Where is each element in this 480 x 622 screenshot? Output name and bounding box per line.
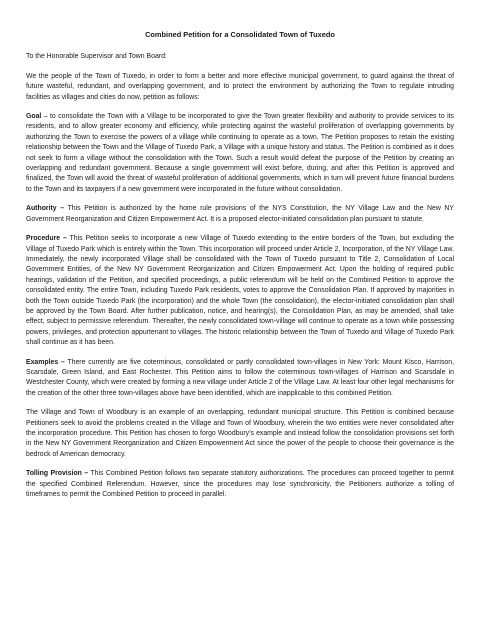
tolling-heading: Tolling Provision – bbox=[26, 470, 89, 478]
tolling-body: This Combined Petition follows two separate statutory authorizations. The procedures can proceed together to permit the specified Combined Referendum. However, since the procedures may lose synchronicity, the Petitioners authorize a tolling of timeframes to permit the Combined Petition to proceed in parallel. bbox=[26, 470, 454, 499]
procedure-section bbox=[26, 234, 454, 348]
document-title: Combined Petition for a Consolidated Town of Tuxedo bbox=[145, 30, 335, 39]
examples-body: There currently are five coterminous, consolidated or partly consolidated town-villages in New York: Mount Kisco, Harrison, Scarsdale, Green Island, and East Rochester. This Petition aims to follow the coterminous town-villages of Harrison and Scarsdale in Westchester County, which were created by forming a new village under Article 2 of the Village Law. At least four other legal mechanisms for the creation of the other three town-villages above have been identified, which are inapplicable to this combined Petition. bbox=[26, 358, 454, 397]
woodbury-paragraph bbox=[26, 408, 454, 460]
examples-section bbox=[26, 358, 454, 400]
goal-body: – to consolidate the Town with a Village to be incorporated to give the Town greater flexibility and authority to provide services to its residents, and to allow greater economy and efficiency, while protecting against the wasteful proliferation of overlapping governments by authorizing the Town to exercise the powers of a village while continuing to operate as a town. The Petition proposes to retain the existing relationship between the Town and the Village of Tuxedo Park, a Village with a unique history and status. The Petition is combined as it does not seek to form a village without the consolidation with the Town. Such a result would defeat the purpose of the Petition by creating an overlapping and redundant government. Because a single government will exist before, during, and after this Petition is approved and finalized, the Town will avoid the threat of wasteful proliferation of additional governments, which in turn will prevent future financial burdens to the Town and its taxpayers if a new government were incorporated in the future without consolidation. bbox=[26, 113, 454, 193]
tolling-section bbox=[26, 469, 454, 500]
examples-heading: Examples – bbox=[26, 358, 65, 366]
authority-heading: Authority – bbox=[26, 205, 65, 213]
authority-section bbox=[26, 204, 454, 225]
salutation: To the Honorable Supervisor and Town Board: bbox=[26, 53, 167, 61]
goal-heading: Goal bbox=[26, 113, 42, 121]
goal-section bbox=[26, 112, 454, 195]
procedure-heading: Procedure – bbox=[26, 235, 67, 243]
intro-paragraph: We the people of the Town of Tuxedo, in order to form a better and more effective municipal government, to guard against the threat of future wasteful, redundant, and overlapping government, and to protect the environment by authorizing the Town to regulate intruding facilities as villages and cities do now, petition as follows: bbox=[26, 72, 454, 101]
procedure-body: This Petition seeks to incorporate a new Village of Tuxedo extending to the entire borders of the Town, but excluding the Village of Tuxedo Park which is entirely within the Town. This incorporation will proceed under Article 2, Incorporation, of the NY Village Law. Immediately, the newly incorporated Village shall be consolidated with the Town of Tuxedo pursuant to Title 2, Consolidation of Local Government Entities, of the New NY Government Reorganization and Citizen Empowerment Act. Upon the holding of required public hearings, validation of the Petition, and specified proceedings, a public referendum will be held on the Combined Petition to approve the consolidated entity. The entire Town, including Tuxedo Park residents, votes to approve the Consolidation Plan. If approved by majorities in both the Town outside Tuxedo Park (the incorporation) and the whole Town (the consolidation), the elector-initiated consolidation plan shall be approved by the Town Board. After further publication, notice, and hearing(s), the Consolidation Plan, as may be amended, shall take effect, subject to permissive referendum. Thereafter, the newly consolidated town-village will continue to operate as a town while possessing powers, privileges, and protection appurtenant to villages. The historic relationship between the Town of Tuxedo and Village of Tuxedo Park shall continue as it has been. bbox=[26, 235, 454, 347]
authority-body: This Petition is authorized by the home rule provisions of the NYS Constitution, the NY Village Law and the New NY Government Reorganization and Citizen Empowerment Act. It is a proposed elector-initiated consolidation plan pursuant to statute. bbox=[26, 205, 455, 223]
woodbury-body: The Village and Town of Woodbury is an example of an overlapping, redundant municipal structure. This Petition is combined because Petitioners seek to avoid the problems created in the Village and Town of Woodbury, wherein the two entities were never consolidated after the incorporation procedure. This Petition has chosen to forgo Woodbury’s example and instead follow the consolidation provisions set forth in the New NY Government Reorganization and Citizen Empowerment Act since the power of the people to choose their governance is the bedrock of American democracy. bbox=[26, 409, 454, 458]
